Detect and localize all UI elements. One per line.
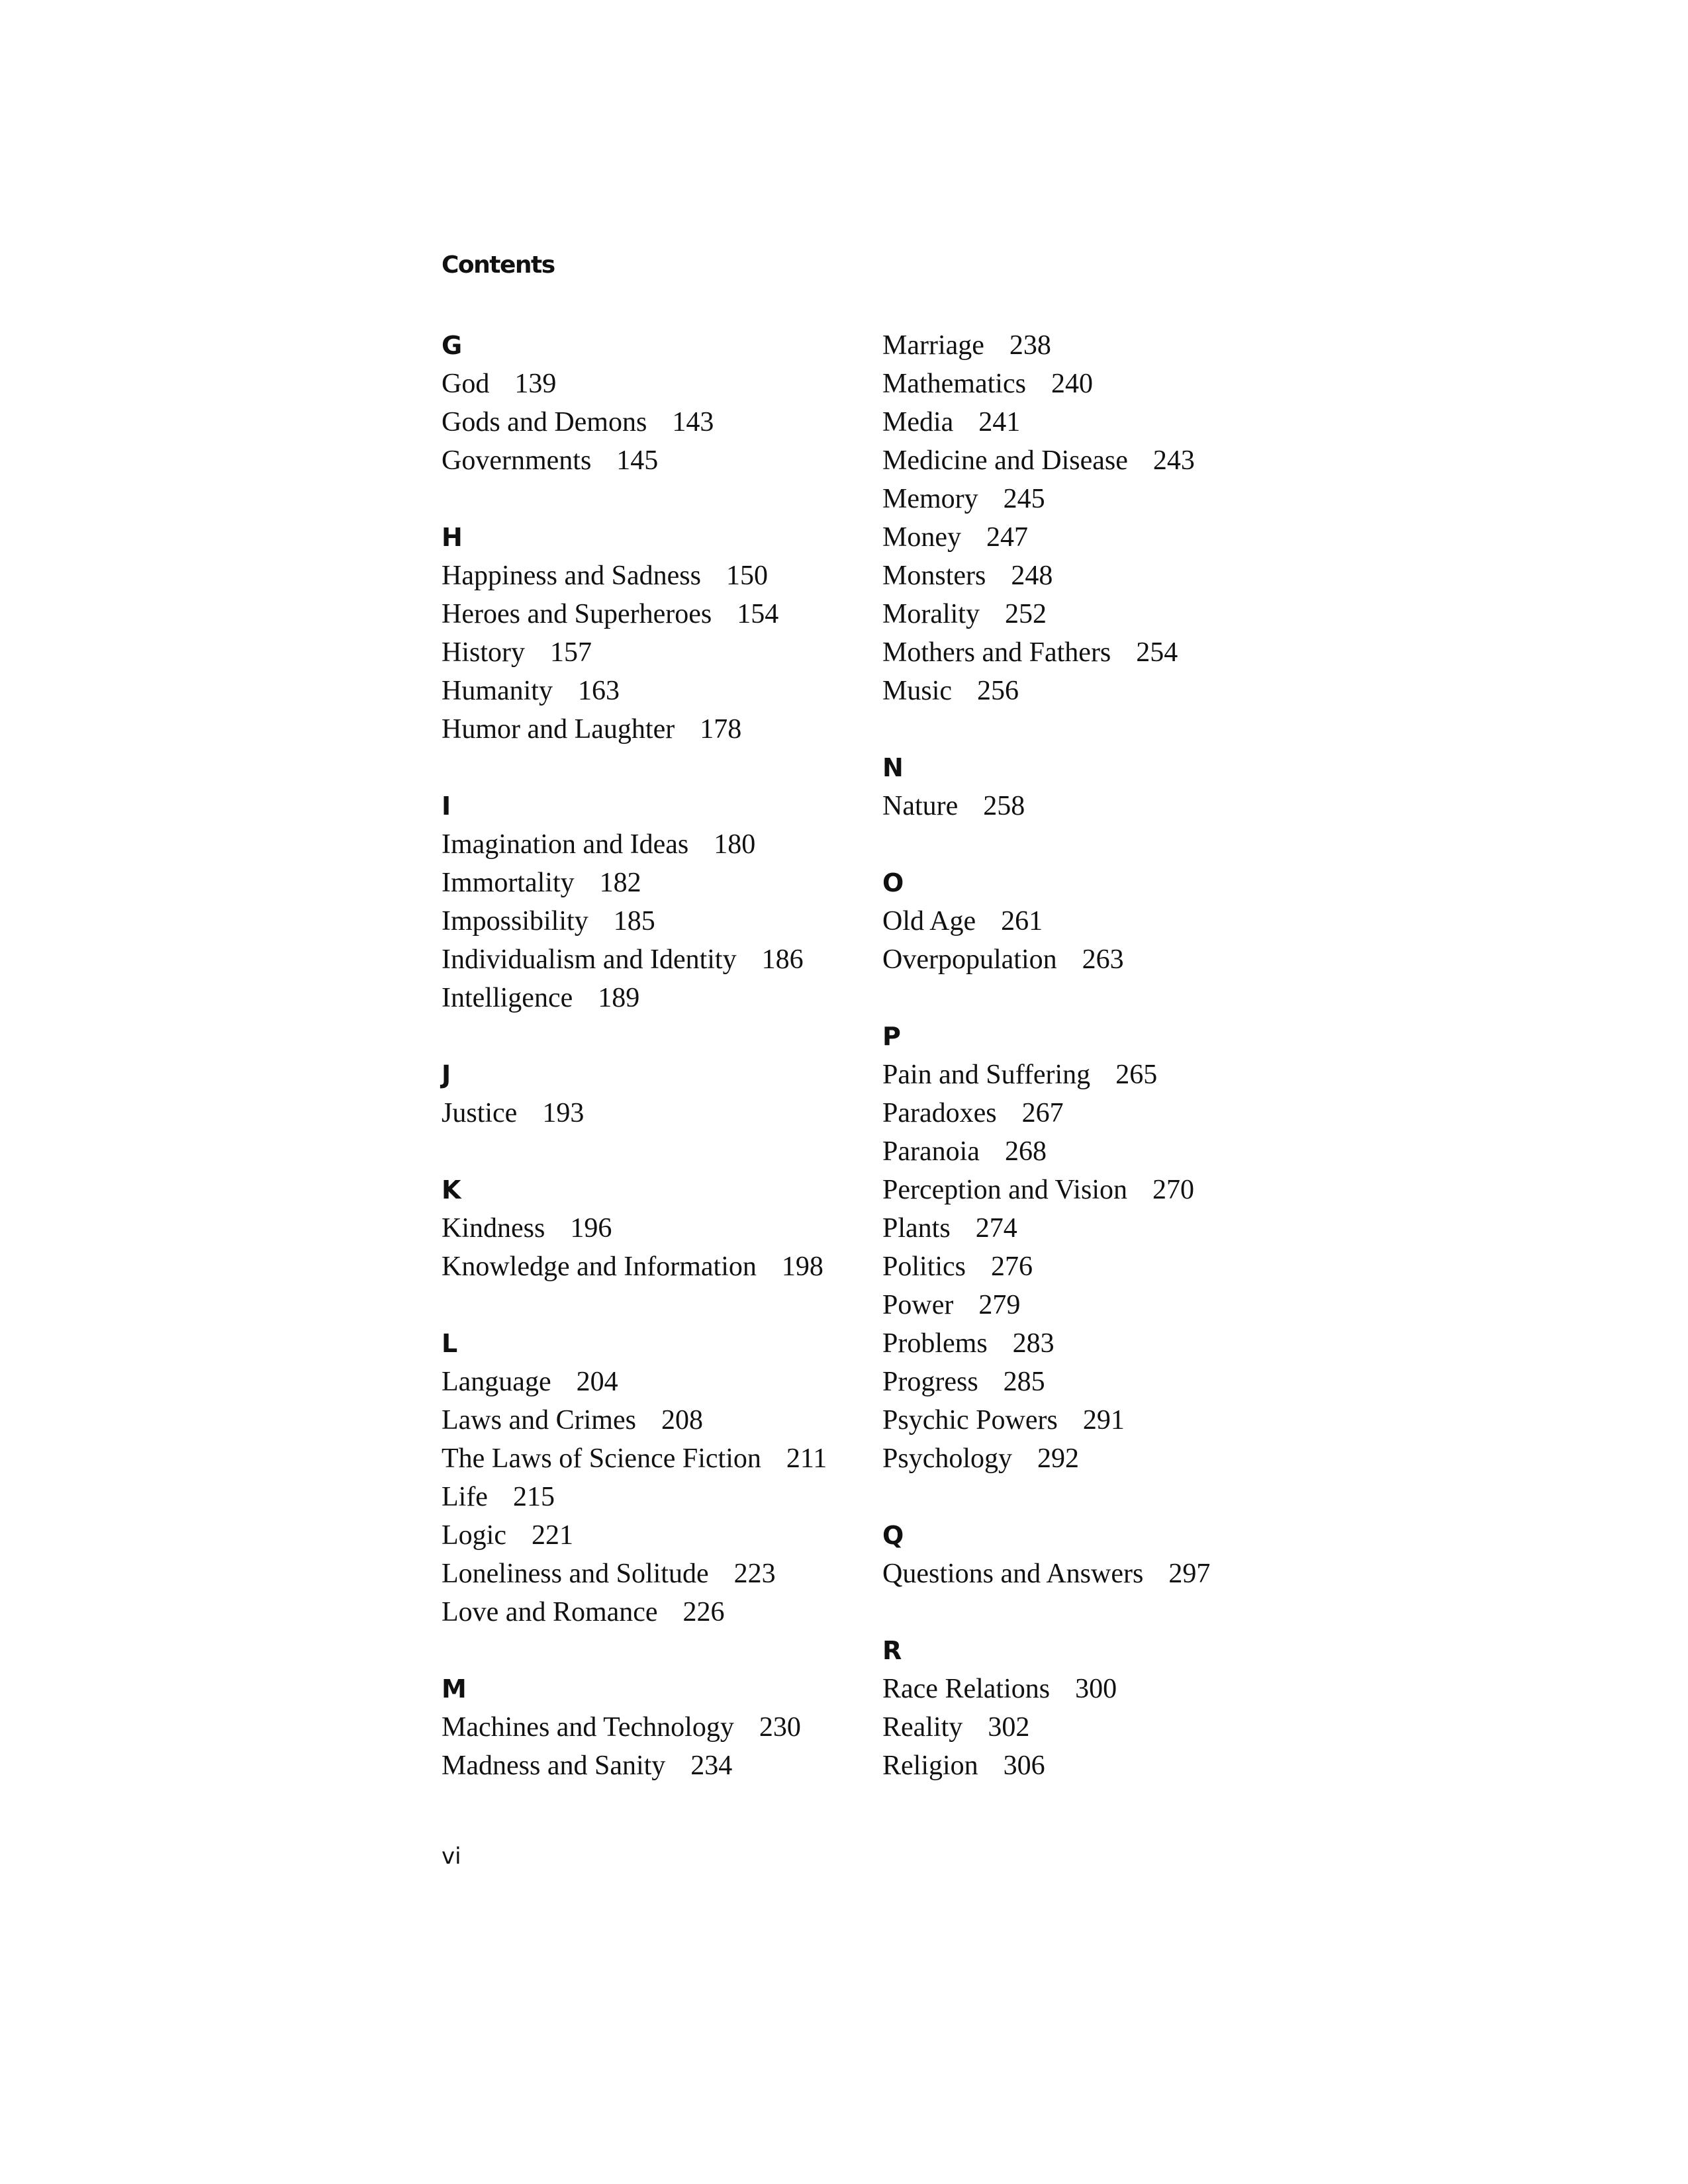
toc-entry <box>442 1401 827 1439</box>
entry-page-number: 291 <box>1082 1405 1125 1435</box>
entry-page-number: 270 <box>1152 1175 1194 1205</box>
entry-page-number: 302 <box>988 1712 1030 1743</box>
toc-entry <box>882 1439 1210 1478</box>
section-letter: G <box>442 331 463 360</box>
entry-topic: Humanity <box>442 676 553 706</box>
entry-topic: Logic <box>442 1520 506 1551</box>
entry-page-number: 226 <box>682 1597 725 1627</box>
entry-topic: Overpopulation <box>882 944 1057 975</box>
entry-topic: Language <box>442 1367 551 1397</box>
entry-page-number: 240 <box>1051 369 1093 399</box>
entry-page-number: 204 <box>576 1367 618 1397</box>
toc-entry <box>882 1094 1210 1132</box>
toc-entry <box>882 365 1210 403</box>
toc-entry <box>882 672 1210 710</box>
entry-page-number: 198 <box>781 1251 823 1282</box>
entry-topic: Pain and Suffering <box>882 1060 1091 1090</box>
toc-entry <box>442 595 827 633</box>
entry-page-number: 139 <box>514 369 557 399</box>
toc-entry <box>442 633 827 672</box>
entry-page-number: 265 <box>1115 1060 1158 1090</box>
entry-page-number: 243 <box>1152 445 1195 476</box>
entry-topic: Kindness <box>442 1213 545 1244</box>
entry-page-number: 241 <box>978 407 1021 437</box>
toc-entry <box>882 902 1210 940</box>
entry-page-number: 300 <box>1075 1674 1117 1704</box>
entry-page-number: 143 <box>672 407 714 437</box>
contents-section <box>882 864 1210 979</box>
entry-topic: Plants <box>882 1213 951 1244</box>
toc-entry <box>442 1747 827 1785</box>
entry-topic: Love and Romance <box>442 1597 658 1627</box>
entry-page-number: 223 <box>733 1559 776 1589</box>
entry-page-number: 279 <box>978 1290 1021 1320</box>
entry-topic: Morality <box>882 599 980 629</box>
toc-entry <box>442 902 827 940</box>
entry-page-number: 274 <box>975 1213 1017 1244</box>
toc-entry <box>442 979 827 1017</box>
entry-topic: Happiness and Sadness <box>442 561 701 591</box>
entry-page-number: 196 <box>570 1213 612 1244</box>
entry-page-number: 252 <box>1004 599 1047 629</box>
toc-entry <box>882 1209 1210 1248</box>
toc-entry <box>442 1593 827 1631</box>
entry-page-number: 283 <box>1012 1328 1055 1359</box>
toc-entry <box>882 787 1210 825</box>
toc-entry <box>442 1708 827 1747</box>
contents-section <box>442 518 827 749</box>
toc-entry <box>882 1171 1210 1209</box>
contents-section <box>882 1516 1210 1593</box>
toc-entry <box>882 940 1210 979</box>
toc-entry <box>882 557 1210 595</box>
entry-topic: Knowledge and Information <box>442 1251 757 1282</box>
entry-topic: God <box>442 369 490 399</box>
entry-page-number: 267 <box>1021 1098 1064 1128</box>
toc-entry <box>442 1094 827 1132</box>
toc-entry <box>442 1209 827 1248</box>
toc-entry <box>442 1478 827 1516</box>
toc-entry <box>882 1670 1210 1708</box>
entry-topic: Psychic Powers <box>882 1405 1058 1435</box>
entry-page-number: 245 <box>1003 484 1045 514</box>
section-letter: N <box>882 753 904 782</box>
entry-topic: Paranoia <box>882 1136 980 1167</box>
entry-topic: Impossibility <box>442 906 588 936</box>
entry-topic: Politics <box>882 1251 966 1282</box>
entry-topic: Immortality <box>442 868 575 898</box>
entry-topic: Progress <box>882 1367 978 1397</box>
entry-page-number: 306 <box>1003 1751 1045 1781</box>
page-title: Contents <box>442 251 555 279</box>
entry-topic: Mathematics <box>882 369 1026 399</box>
entry-page-number: 234 <box>690 1751 733 1781</box>
entry-topic: Reality <box>882 1712 963 1743</box>
entry-topic: Humor and Laughter <box>442 714 675 745</box>
entry-page-number: 211 <box>786 1443 827 1474</box>
contents-left-column <box>442 326 827 1823</box>
entry-page-number: 215 <box>512 1482 555 1512</box>
entry-page-number: 258 <box>983 791 1025 821</box>
toc-entry <box>882 1324 1210 1363</box>
entry-topic: Nature <box>882 791 959 821</box>
entry-topic: Old Age <box>882 906 976 936</box>
entry-topic: Heroes and Superheroes <box>442 599 712 629</box>
toc-entry <box>882 633 1210 672</box>
entry-page-number: 292 <box>1037 1443 1080 1474</box>
entry-page-number: 186 <box>761 944 804 975</box>
entry-page-number: 230 <box>759 1712 801 1743</box>
entry-topic: Religion <box>882 1751 978 1781</box>
entry-topic: Life <box>442 1482 488 1512</box>
toc-entry <box>442 1516 827 1555</box>
entry-page-number: 185 <box>613 906 655 936</box>
contents-section <box>442 1056 827 1132</box>
toc-entry <box>882 441 1210 480</box>
entry-page-number: 297 <box>1168 1559 1211 1589</box>
entry-page-number: 182 <box>599 868 641 898</box>
contents-section <box>882 1631 1210 1785</box>
entry-topic: Intelligence <box>442 983 573 1013</box>
toc-entry <box>442 1439 827 1478</box>
toc-entry <box>442 1555 827 1593</box>
entry-page-number: 276 <box>991 1251 1033 1282</box>
section-letter: K <box>442 1175 461 1205</box>
toc-entry <box>882 595 1210 633</box>
entry-page-number: 285 <box>1003 1367 1045 1397</box>
entry-page-number: 189 <box>598 983 640 1013</box>
toc-entry <box>882 1286 1210 1324</box>
entry-topic: Media <box>882 407 954 437</box>
entry-topic: Problems <box>882 1328 988 1359</box>
contents-section <box>882 326 1210 710</box>
section-letter: O <box>882 868 904 897</box>
contents-section <box>882 1017 1210 1478</box>
toc-entry <box>442 864 827 902</box>
toc-entry <box>882 1747 1210 1785</box>
contents-section <box>442 326 827 480</box>
entry-page-number: 221 <box>531 1520 573 1551</box>
toc-entry <box>882 1056 1210 1094</box>
entry-page-number: 261 <box>1001 906 1043 936</box>
contents-section <box>442 1324 827 1631</box>
entry-topic: Governments <box>442 445 592 476</box>
toc-entry <box>442 940 827 979</box>
toc-entry <box>442 1248 827 1286</box>
contents-section <box>882 749 1210 825</box>
entry-page-number: 150 <box>726 561 768 591</box>
entry-topic: History <box>442 637 525 668</box>
section-letter: Q <box>882 1521 904 1550</box>
contents-right-column <box>882 326 1210 1823</box>
toc-entry <box>882 1708 1210 1747</box>
toc-entry <box>882 403 1210 441</box>
entry-page-number: 178 <box>700 714 742 745</box>
entry-topic: Music <box>882 676 952 706</box>
toc-entry <box>882 326 1210 365</box>
entry-topic: The Laws of Science Fiction <box>442 1443 761 1474</box>
entry-topic: Machines and Technology <box>442 1712 734 1743</box>
entry-topic: Paradoxes <box>882 1098 997 1128</box>
entry-page-number: 247 <box>986 522 1028 553</box>
entry-page-number: 254 <box>1136 637 1178 668</box>
toc-entry <box>442 825 827 864</box>
entry-topic: Power <box>882 1290 954 1320</box>
section-letter: H <box>442 523 463 552</box>
entry-topic: Gods and Demons <box>442 407 647 437</box>
entry-page-number: 154 <box>737 599 779 629</box>
entry-page-number: 145 <box>616 445 659 476</box>
toc-entry <box>442 441 827 480</box>
section-letter: L <box>442 1329 458 1358</box>
toc-entry <box>442 365 827 403</box>
entry-page-number: 238 <box>1009 330 1051 361</box>
contents-section <box>442 787 827 1017</box>
entry-topic: Race Relations <box>882 1674 1051 1704</box>
toc-entry <box>882 1248 1210 1286</box>
contents-section <box>442 1171 827 1286</box>
entry-page-number: 248 <box>1011 561 1053 591</box>
entry-topic: Psychology <box>882 1443 1013 1474</box>
entry-page-number: 268 <box>1004 1136 1047 1167</box>
entry-topic: Madness and Sanity <box>442 1751 666 1781</box>
entry-topic: Memory <box>882 484 978 514</box>
entry-page-number: 193 <box>542 1098 585 1128</box>
toc-entry <box>882 1363 1210 1401</box>
entry-topic: Individualism and Identity <box>442 944 737 975</box>
entry-topic: Imagination and Ideas <box>442 829 689 860</box>
contents-section <box>442 1670 827 1785</box>
entry-page-number: 263 <box>1082 944 1124 975</box>
entry-page-number: 163 <box>577 676 620 706</box>
entry-page-number: 256 <box>977 676 1019 706</box>
entry-topic: Marriage <box>882 330 984 361</box>
toc-entry <box>442 557 827 595</box>
toc-entry <box>442 710 827 749</box>
section-letter: M <box>442 1674 467 1704</box>
section-letter: J <box>442 1060 451 1089</box>
section-letter: I <box>442 792 451 821</box>
entry-topic: Money <box>882 522 961 553</box>
toc-entry <box>882 1401 1210 1439</box>
entry-topic: Perception and Vision <box>882 1175 1127 1205</box>
entry-page-number: 208 <box>661 1405 703 1435</box>
toc-entry <box>882 1132 1210 1171</box>
entry-topic: Questions and Answers <box>882 1559 1144 1589</box>
page-number: vi <box>442 1843 461 1870</box>
toc-entry <box>882 480 1210 518</box>
entry-topic: Laws and Crimes <box>442 1405 636 1435</box>
entry-topic: Mothers and Fathers <box>882 637 1111 668</box>
toc-entry <box>442 672 827 710</box>
entry-page-number: 157 <box>550 637 592 668</box>
entry-page-number: 180 <box>714 829 756 860</box>
section-letter: P <box>882 1022 901 1051</box>
toc-entry <box>442 403 827 441</box>
entry-topic: Monsters <box>882 561 986 591</box>
entry-topic: Medicine and Disease <box>882 445 1128 476</box>
entry-topic: Loneliness and Solitude <box>442 1559 709 1589</box>
section-letter: R <box>882 1636 902 1665</box>
toc-entry <box>882 1555 1210 1593</box>
toc-entry <box>442 1363 827 1401</box>
entry-topic: Justice <box>442 1098 518 1128</box>
toc-entry <box>882 518 1210 557</box>
